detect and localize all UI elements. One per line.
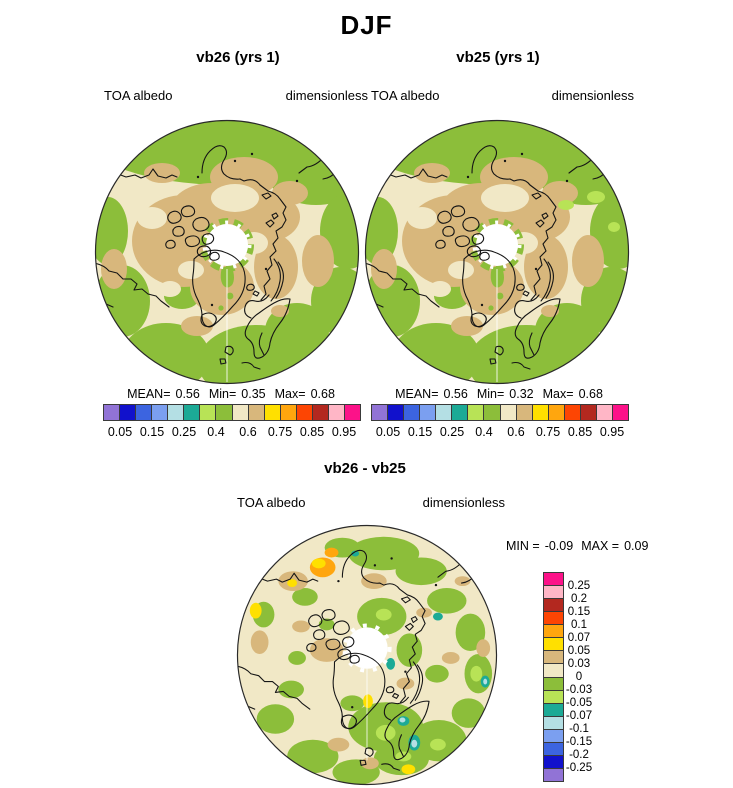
colorbar-segment	[183, 405, 199, 420]
colorbar-segment	[248, 405, 264, 420]
min-label: MIN =	[506, 539, 540, 553]
colorbar-segment	[564, 405, 580, 420]
colorbar-tick-label: -0.1	[569, 723, 589, 735]
colorbar-segment	[280, 405, 296, 420]
polar-map-diff	[236, 524, 498, 786]
max-label: Max=	[274, 387, 306, 401]
colorbar-segment	[544, 650, 563, 663]
colorbar-tick-label: -0.07	[565, 710, 593, 722]
colorbar-tick-label: 0.25	[439, 425, 465, 439]
colorbar-tick-label: 0.25	[171, 425, 197, 439]
colorbar-segment	[544, 742, 563, 755]
colorbar-segment	[232, 405, 248, 420]
colorbar-segment	[451, 405, 467, 420]
colorbar-segment	[544, 573, 563, 585]
colorbar-segment	[199, 405, 215, 420]
colorbar-segment	[544, 716, 563, 729]
colorbar-segment	[516, 405, 532, 420]
colorbar-segment	[544, 624, 563, 637]
colorbar-segment	[135, 405, 151, 420]
mean-value: 0.56	[443, 387, 468, 401]
colorbar-segment	[167, 405, 183, 420]
colorbar-segment	[328, 405, 344, 420]
colorbar-segment	[296, 405, 312, 420]
colorbar-tick-label: 0.75	[535, 425, 561, 439]
colorbar-tick-label: 0.75	[267, 425, 293, 439]
colorbar-segment	[544, 703, 563, 716]
mean-value: 0.56	[175, 387, 200, 401]
panel-title-vb26: vb26 (yrs 1)	[196, 49, 280, 66]
colorbar-tick-label: -0.15	[565, 736, 593, 748]
colorbar-tick-label: 0.1	[571, 619, 587, 631]
mean-label: MEAN=	[127, 387, 171, 401]
colorbar-segment	[403, 405, 419, 420]
field-label-diff: TOA albedo	[237, 495, 306, 510]
stats-line-vb25	[371, 387, 627, 401]
colorbar-segment	[119, 405, 135, 420]
min-label: Min=	[476, 387, 505, 401]
colorbar-segment	[387, 405, 403, 420]
colorbar-segment	[544, 611, 563, 624]
panel-title-diff: vb26 - vb25	[324, 460, 406, 477]
colorbar-segment	[544, 755, 563, 768]
units-label-vb25: dimensionless	[551, 88, 634, 103]
min-label: Min=	[208, 387, 237, 401]
label-row-diff	[237, 495, 505, 510]
colorbar-segment	[419, 405, 435, 420]
colorbar-segment	[264, 405, 280, 420]
colorbar-tick-label: 0.6	[507, 425, 525, 439]
colorbar-segment	[104, 405, 119, 420]
colorbar-tick-label: 0.4	[207, 425, 225, 439]
colorbar-segment	[544, 598, 563, 611]
min-value: -0.09	[544, 539, 574, 553]
field-label-vb26: TOA albedo	[104, 88, 173, 103]
colorbar-segment	[532, 405, 548, 420]
colorbar-segment	[435, 405, 451, 420]
colorbar-tick-label: -0.25	[565, 762, 593, 774]
colorbar-tick-label: 0.03	[567, 658, 591, 670]
colorbar-tick-label: 0.6	[239, 425, 257, 439]
colorbar-segment	[612, 405, 628, 420]
label-row-vb26	[104, 88, 368, 103]
mean-label: MEAN=	[395, 387, 439, 401]
colorbar-segment	[544, 637, 563, 650]
colorbar-segment	[467, 405, 483, 420]
colorbar-tick-label: 0.95	[599, 425, 625, 439]
diff-colorbar	[543, 572, 593, 782]
max-label: MAX =	[581, 539, 620, 553]
colorbar-tick-label: 0.85	[299, 425, 325, 439]
albedo-colorbar-vb26	[103, 404, 361, 439]
colorbar-tick-label: 0.05	[567, 645, 591, 657]
colorbar-tick-label: -0.03	[565, 684, 593, 696]
colorbar-segment	[215, 405, 231, 420]
colorbar-segment	[344, 405, 360, 420]
polar-map-vb26	[94, 119, 360, 385]
colorbar-tick-label: 0.25	[567, 580, 591, 592]
field-label-vb25: TOA albedo	[371, 88, 440, 103]
colorbar-tick-label: 0.15	[407, 425, 433, 439]
colorbar-tick-label: 0.15	[139, 425, 165, 439]
minmax-line-diff	[506, 539, 656, 553]
colorbar-segment	[544, 585, 563, 598]
colorbar-tick-label: 0.2	[571, 593, 587, 605]
max-value: 0.09	[624, 539, 649, 553]
colorbar-tick-label: 0	[575, 671, 583, 683]
colorbar-tick-label: -0.05	[565, 697, 593, 709]
colorbar-segment	[500, 405, 516, 420]
colorbar-segment	[548, 405, 564, 420]
colorbar-segment	[312, 405, 328, 420]
units-label-vb26: dimensionless	[285, 88, 368, 103]
colorbar-tick-label: 0.95	[331, 425, 357, 439]
units-label-diff: dimensionless	[422, 495, 505, 510]
colorbar-segment	[544, 677, 563, 690]
max-value: 0.68	[310, 387, 335, 401]
albedo-colorbar-vb25	[371, 404, 629, 439]
label-row-vb25	[371, 88, 634, 103]
colorbar-segment	[483, 405, 499, 420]
colorbar-tick-label: -0.2	[569, 749, 589, 761]
colorbar-tick-label: 0.4	[475, 425, 493, 439]
colorbar-segment	[580, 405, 596, 420]
min-value: 0.32	[509, 387, 534, 401]
season-title: DJF	[340, 10, 393, 40]
min-value: 0.35	[241, 387, 266, 401]
colorbar-segment	[544, 663, 563, 676]
colorbar-tick-label: 0.85	[567, 425, 593, 439]
colorbar-segment	[544, 768, 563, 781]
colorbar-segment	[596, 405, 612, 420]
colorbar-tick-label: 0.05	[375, 425, 401, 439]
colorbar-tick-label: 0.15	[567, 606, 591, 618]
colorbar-segment	[372, 405, 387, 420]
colorbar-tick-label: 0.05	[107, 425, 133, 439]
panel-title-vb25: vb25 (yrs 1)	[456, 49, 540, 66]
max-label: Max=	[542, 387, 574, 401]
polar-map-vb25	[364, 119, 630, 385]
colorbar-segment	[544, 729, 563, 742]
colorbar-tick-label: 0.07	[567, 632, 591, 644]
colorbar-segment	[544, 690, 563, 703]
max-value: 0.68	[578, 387, 603, 401]
colorbar-segment	[151, 405, 167, 420]
stats-line-vb26	[103, 387, 359, 401]
